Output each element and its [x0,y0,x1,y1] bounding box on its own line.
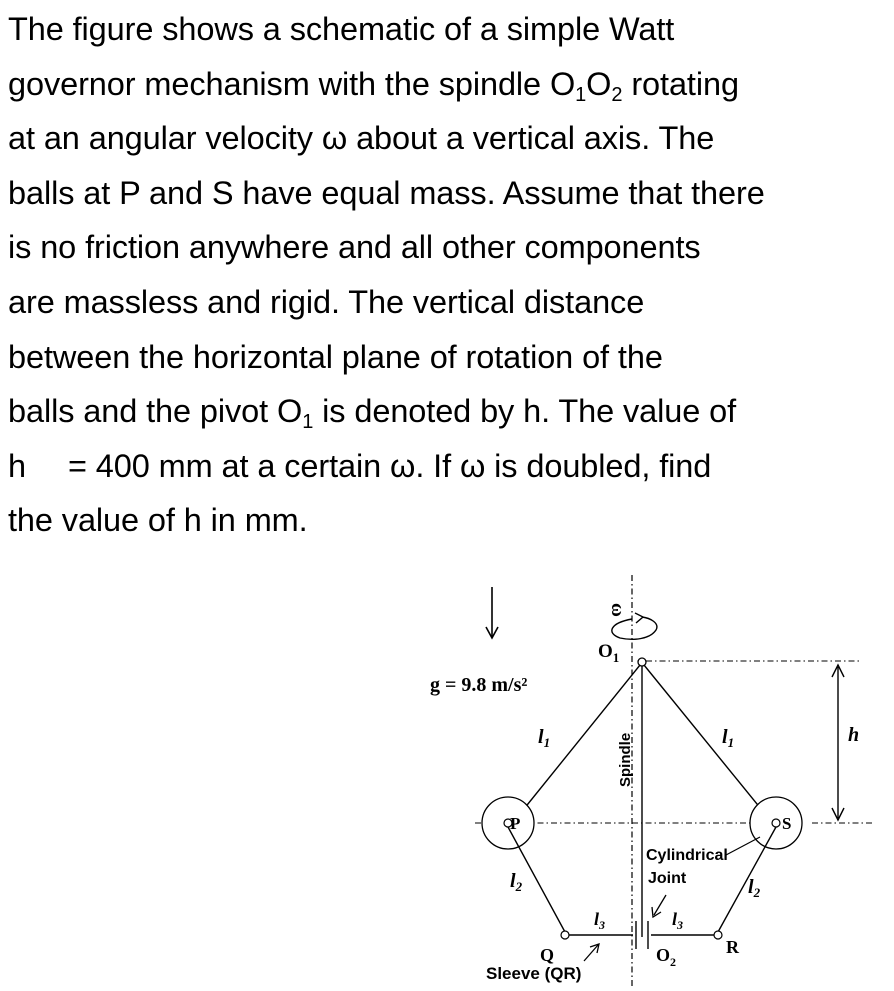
watt-governor-figure [420,575,890,987]
link-l2-right [718,827,776,932]
problem-line-8-end: is denoted by h. The value of [313,393,737,430]
l3-left-label: $l_3$ [594,909,606,932]
problem-line-6: are massless and rigid. The vertical distance [8,283,645,320]
r-label: R [726,937,739,957]
q-label: Q [540,945,555,965]
spindle-label: Spindle [617,732,634,787]
sleeve-label: Sleeve (QR) [486,964,582,983]
problem-line-10: the value of h in mm. [8,502,308,539]
p-label: P [510,814,521,833]
problem-line-2-end: rotating [622,65,739,102]
problem-line-8 [8,384,892,439]
problem-line-5: is no friction anywhere and all other components [8,229,701,266]
l2-left-label: $l_2$ [510,870,523,894]
gravity-label: g = 9.8 m/s² [430,674,528,696]
sleeve-pointer-arrow [584,944,599,961]
problem-line-8-text: balls and the pivot O [8,393,303,430]
problem-line-3: at an angular velocity ω about a vertical axis. The [8,120,715,157]
problem-line-2 [8,57,892,112]
governor-schematic [420,575,890,987]
problem-statement [8,2,892,548]
o1-label: $O_1$ [598,641,620,665]
problem-line-2-text: governor mechanism with the spindle O [8,65,576,102]
l1-right-label: $l_1$ [722,726,735,750]
problem-line-7: between the horizontal plane of rotation of the [8,338,663,375]
problem-line-1: The figure shows a schematic of a simple Watt [8,11,675,47]
gravity-arrow [486,587,498,638]
link-l1-right [644,665,770,820]
problem-line-9 [8,439,892,494]
rotation-arrow-icon [612,613,657,639]
cylindrical-joint-label-1: Cylindrical [646,847,728,864]
pivot-o1 [638,658,646,666]
ball-s-joint [772,819,780,827]
o2-subscript: 2 [611,83,623,106]
omega-label: ω [607,603,628,617]
h-dimension-arrow [832,665,844,820]
o1-subscript: 1 [575,83,587,106]
o2-label: $O_2$ [656,945,677,969]
cylindrical-joint-label-2: Joint [648,870,687,887]
l3-right-label: $l_3$ [672,909,684,932]
pivot-subscript: 1 [302,411,314,434]
s-label: S [782,814,792,833]
problem-line-4: balls at P and S have equal mass. Assume that there [8,174,765,211]
h-label: h [848,724,860,746]
joint-label-leader [726,837,760,855]
l1-left-label: $l_1$ [538,726,551,750]
joint-pointer-arrow [652,895,666,917]
problem-line-9-text: = 400 mm at a certain ω. If ω is doubled, find [67,447,712,484]
joint-q [561,931,569,939]
joint-r [714,931,722,939]
l2-right-label: $l_2$ [748,876,761,900]
problem-line-9-h: h [8,447,26,484]
problem-line-2-o: O [586,65,612,102]
